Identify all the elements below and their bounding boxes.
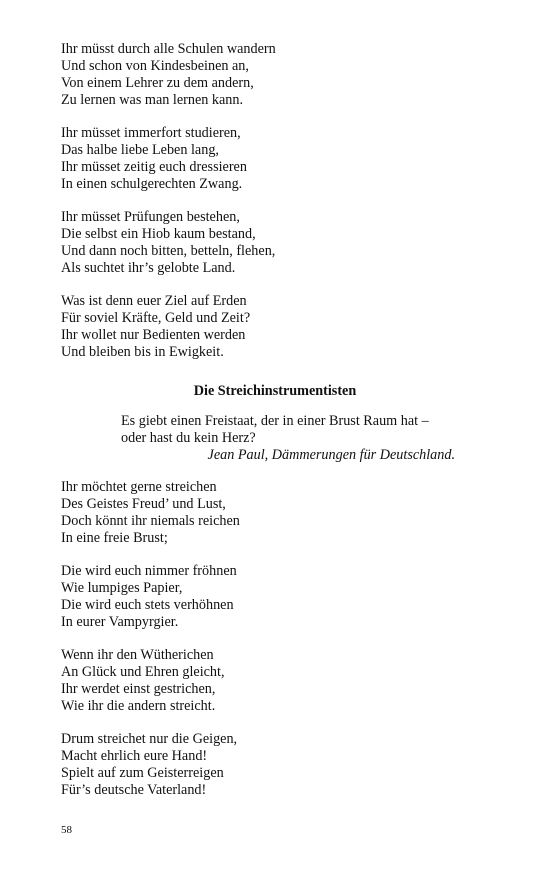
verse-line: Für soviel Kräfte, Geld und Zeit? (61, 310, 251, 326)
verse-line: Was ist denn euer Ziel auf Erden (61, 293, 247, 309)
stanza (61, 479, 501, 547)
verse-line: Von einem Lehrer zu dem andern, (61, 75, 254, 91)
stanza (61, 647, 501, 715)
verse-line: Als suchtet ihr’s gelobte Land. (61, 260, 236, 276)
verse-line: Ihr müsset zeitig euch dressieren (61, 159, 247, 175)
verse-line: Die wird euch stets verhöhnen (61, 597, 234, 613)
verse-line: Die selbst ein Hiob kaum bestand, (61, 226, 256, 242)
verse-line: Wenn ihr den Wütherichen (61, 647, 214, 663)
verse-line: Das halbe liebe Leben lang, (61, 142, 219, 158)
verse-line: Und schon von Kindesbeinen an, (61, 58, 249, 74)
verse-line: Wie ihr die andern streicht. (61, 698, 216, 714)
epigraph (121, 413, 461, 464)
verse-line: In einen schulgerechten Zwang. (61, 176, 243, 192)
page-number: 58 (61, 824, 72, 836)
epigraph-attribution: Jean Paul, Dämmerungen für Deutschland. (207, 447, 455, 463)
stanza (61, 125, 501, 193)
verse-line: Des Geistes Freud’ und Lust, (61, 496, 226, 512)
verse-line: Spielt auf zum Geisterreigen (61, 765, 224, 781)
verse-line: Für’s deutsche Vaterland! (61, 782, 207, 798)
verse-line: Drum streichet nur die Geigen, (61, 731, 238, 747)
verse-line: Ihr wollet nur Bedienten werden (61, 327, 246, 343)
verse-line: Und dann noch bitten, betteln, flehen, (61, 243, 276, 259)
stanza (61, 563, 501, 631)
verse-line: Doch könnt ihr niemals reichen (61, 513, 240, 529)
verse-line: Ihr müsset immerfort studieren, (61, 125, 241, 141)
verse-line: Wie lumpiges Papier, (61, 580, 183, 596)
verse-line: Ihr werdet einst gestrichen, (61, 681, 216, 697)
verse-line: Macht ehrlich eure Hand! (61, 748, 208, 764)
epigraph-line: Es giebt einen Freistaat, der in einer Brust Raum hat – (121, 413, 429, 429)
poem-title: Die Streichinstrumentisten (193, 383, 357, 399)
verse-line: In eurer Vampyrgier. (61, 614, 179, 630)
epigraph-line: oder hast du kein Herz? (121, 430, 256, 446)
verse-line: Ihr möchtet gerne streichen (61, 479, 217, 495)
stanza (61, 41, 501, 109)
verse-line: In eine freie Brust; (61, 530, 168, 546)
stanza (61, 209, 501, 277)
verse-line: Zu lernen was man lernen kann. (61, 92, 244, 108)
verse-line: Ihr müsset Prüfungen bestehen, (61, 209, 240, 225)
verse-line: Ihr müsst durch alle Schulen wandern (61, 41, 276, 57)
verse-line: Und bleiben bis in Ewigkeit. (61, 344, 224, 360)
stanza (61, 731, 501, 799)
verse-line: Die wird euch nimmer fröhnen (61, 563, 237, 579)
stanza (61, 293, 501, 361)
verse-line: An Glück und Ehren gleicht, (61, 664, 225, 680)
